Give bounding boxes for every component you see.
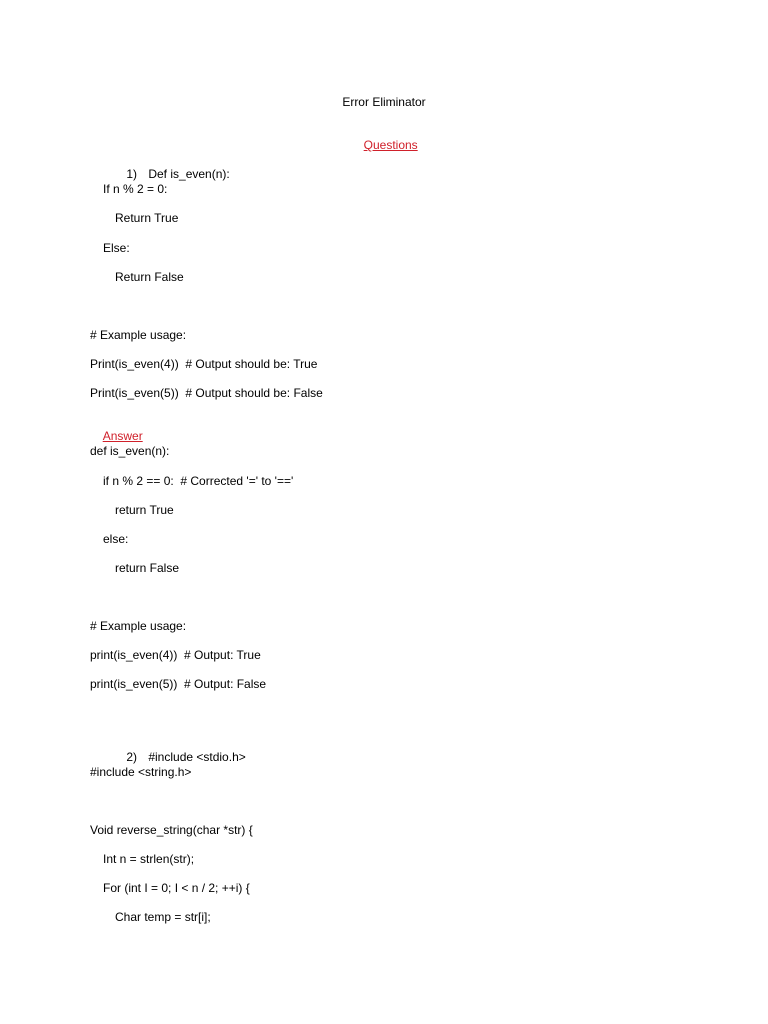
answer-heading[interactable]: Answer — [102, 429, 143, 443]
code-line: If n % 2 = 0: — [103, 182, 168, 196]
code-line: Return True — [115, 211, 179, 225]
code-line: print(is_even(5)) # Output: False — [90, 677, 267, 691]
code-line: return True — [115, 503, 174, 517]
document-title: Error Eliminator — [342, 95, 426, 109]
code-line: return False — [115, 561, 180, 575]
questions-heading[interactable]: Questions — [363, 138, 418, 152]
code-line: Void reverse_string(char *str) { — [90, 823, 253, 837]
code-line: # Example usage: — [90, 328, 187, 342]
q2-number: 2) — [126, 750, 138, 764]
code-line: For (int I = 0; I < n / 2; ++i) { — [103, 881, 250, 895]
code-line: Char temp = str[i]; — [115, 910, 211, 924]
q2-include-line: #include <stdio.h> — [148, 750, 246, 764]
q1-def-line: Def is_even(n): — [148, 167, 230, 181]
code-line: Print(is_even(4)) # Output should be: True — [90, 357, 318, 371]
code-line: Else: — [103, 241, 130, 255]
code-line: else: — [103, 532, 129, 546]
code-line: #include <string.h> — [90, 765, 192, 779]
code-line: Return False — [115, 270, 184, 284]
code-line: Int n = strlen(str); — [103, 852, 195, 866]
code-line: def is_even(n): — [90, 444, 170, 458]
code-line: if n % 2 == 0: # Corrected '=' to '==' — [103, 474, 294, 488]
code-line: # Example usage: — [90, 619, 187, 633]
code-line: Print(is_even(5)) # Output should be: False — [90, 386, 323, 400]
q1-number: 1) — [126, 167, 138, 181]
code-line: print(is_even(4)) # Output: True — [90, 648, 261, 662]
